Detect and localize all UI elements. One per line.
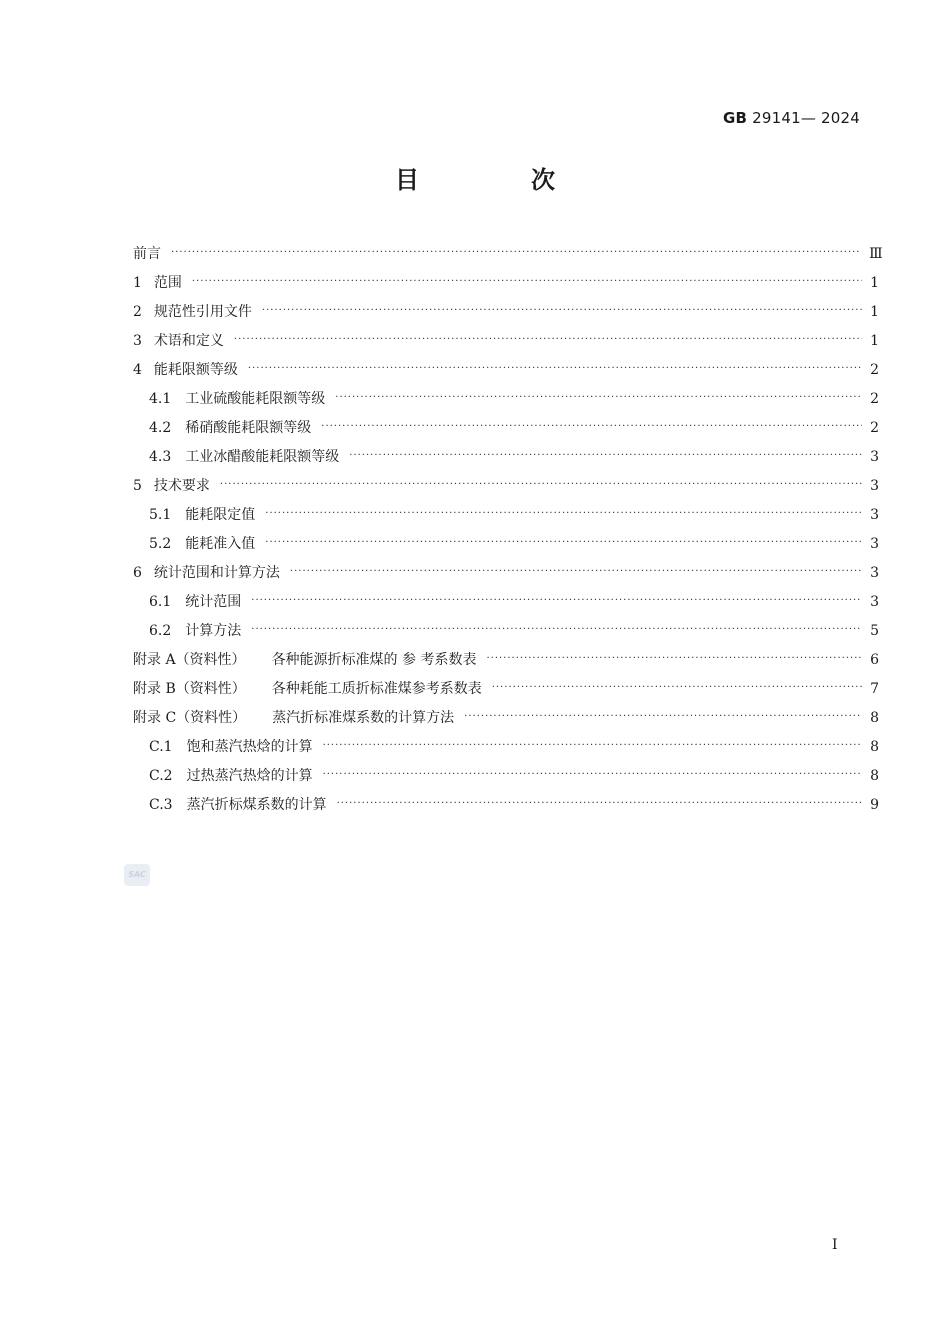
toc-entry-label: 能耗限额等级 [153, 362, 238, 378]
toc-entry-appendix-prefix: 附录 C（资料性） [133, 710, 247, 726]
toc-entry-number: C.1 [149, 739, 173, 755]
toc-entry-label: 工业硫酸能耗限额等级 [185, 391, 326, 407]
toc-entry[interactable] [133, 298, 879, 327]
page-title: 目 次 [395, 166, 599, 194]
toc-entry-number: 1 [133, 275, 142, 291]
toc-entry-page: 6 [870, 652, 879, 668]
toc-entry[interactable] [133, 501, 879, 530]
toc-dot-leader [323, 731, 862, 760]
toc-entry-label: 技术要求 [153, 478, 210, 494]
toc-entry[interactable] [133, 356, 879, 385]
toc-entry-label: 蒸汽折标煤系数的计算 [186, 797, 327, 813]
toc-entry-page: 2 [870, 391, 879, 407]
sac-logo-text: SAC [128, 870, 146, 879]
toc-entry-number: 2 [133, 304, 142, 320]
toc-entry-page: 3 [870, 449, 879, 465]
toc-dot-leader [290, 557, 862, 586]
toc-entry-page: 8 [870, 710, 879, 726]
toc-entry-number: 5 [133, 478, 142, 494]
toc-entry-page: 1 [870, 304, 879, 320]
toc-entry-label: 饱和蒸汽热焓的计算 [186, 739, 313, 755]
toc-entry-label: 统计范围和计算方法 [153, 565, 280, 581]
toc-entry-label: 统计范围 [185, 594, 242, 610]
standard-number: 29141— 2024 [752, 109, 860, 127]
toc-entry-number: 6.2 [149, 623, 172, 639]
toc-entry[interactable] [133, 443, 879, 472]
toc-entry-page: Ⅲ [869, 246, 883, 262]
toc-entry-page: 1 [870, 275, 879, 291]
toc-entry-page: 3 [870, 507, 879, 523]
toc-dot-leader [335, 383, 862, 412]
toc-entry[interactable] [133, 675, 879, 704]
toc-dot-leader [251, 586, 862, 615]
toc-entry-label: 能耗准入值 [185, 536, 256, 552]
toc-entry[interactable] [133, 704, 879, 733]
toc-entry-label: 能耗限定值 [185, 507, 256, 523]
toc-entry-number: 4.1 [149, 391, 172, 407]
toc-entry-page: 2 [870, 362, 879, 378]
toc-entry-number: 4 [133, 362, 142, 378]
toc-entry[interactable] [133, 385, 879, 414]
toc-entry-label: 前言 [133, 246, 161, 262]
toc-dot-leader [464, 702, 862, 731]
toc-entry[interactable] [133, 327, 879, 356]
toc-entry[interactable] [133, 559, 879, 588]
toc-entry-label: 工业冰醋酸能耗限额等级 [185, 449, 340, 465]
toc-entry-number: 6.1 [149, 594, 172, 610]
toc-entry-label: 范围 [153, 275, 182, 291]
toc-entry-number: 4.3 [149, 449, 172, 465]
standard-prefix: GB [723, 109, 748, 127]
toc-entry-page: 9 [870, 797, 879, 813]
toc-entry-page: 1 [870, 333, 879, 349]
toc-entry-label: 各种能源折标准煤的 参 考系数表 [271, 652, 477, 668]
toc-dot-leader [171, 238, 861, 267]
toc-entry-number: C.2 [149, 768, 173, 784]
toc-entry[interactable] [133, 269, 879, 298]
toc-entry-page: 8 [870, 768, 879, 784]
toc-entry-page: 5 [870, 623, 879, 639]
sac-logo [124, 864, 150, 886]
toc-dot-leader [265, 499, 862, 528]
toc-entry-label: 各种耗能工质折标准煤参考系数表 [271, 681, 482, 697]
toc-dot-leader [321, 412, 862, 441]
toc-entry-number: 5.1 [149, 507, 172, 523]
toc-dot-leader [265, 528, 862, 557]
toc-entry-number: 3 [133, 333, 142, 349]
toc-entry-appendix-prefix: 附录 B（资料性） [133, 681, 246, 697]
toc-dot-leader [251, 615, 862, 644]
toc-entry-label: 术语和定义 [153, 333, 224, 349]
toc-entry[interactable] [133, 588, 879, 617]
toc-dot-leader [248, 354, 862, 383]
toc-dot-leader [234, 325, 862, 354]
toc-entry-page: 3 [870, 536, 879, 552]
toc-entry-number: C.3 [149, 797, 173, 813]
toc-dot-leader [220, 470, 862, 499]
toc-entry[interactable] [133, 617, 879, 646]
toc-entry[interactable] [133, 646, 879, 675]
toc-dot-leader [192, 267, 862, 296]
page-number: I [832, 1237, 838, 1253]
toc-entry-label: 过热蒸汽热焓的计算 [186, 768, 313, 784]
toc-entry-label: 稀硝酸能耗限额等级 [185, 420, 312, 436]
toc-entry-page: 3 [870, 594, 879, 610]
toc-dot-leader [486, 644, 862, 673]
toc-entry-label: 规范性引用文件 [153, 304, 252, 320]
table-of-contents [133, 240, 883, 820]
toc-entry-number: 5.2 [149, 536, 172, 552]
toc-entry-label: 蒸汽折标准煤系数的计算方法 [272, 710, 455, 726]
toc-entry[interactable] [133, 472, 879, 501]
toc-dot-leader [337, 789, 862, 818]
toc-entry-page: 3 [870, 565, 879, 581]
toc-entry[interactable] [133, 762, 879, 791]
toc-dot-leader [492, 673, 862, 702]
toc-entry[interactable] [133, 240, 883, 269]
toc-entry-page: 7 [870, 681, 879, 697]
toc-entry-label: 计算方法 [185, 623, 242, 639]
standard-code-header [723, 109, 860, 127]
toc-dot-leader [323, 760, 862, 789]
toc-entry-number: 6 [133, 565, 142, 581]
toc-entry[interactable] [133, 791, 879, 820]
toc-entry-page: 3 [870, 478, 879, 494]
toc-entry-appendix-prefix: 附录 A（资料性） [133, 652, 246, 668]
toc-entry[interactable] [133, 733, 879, 762]
toc-entry-page: 8 [870, 739, 879, 755]
toc-entry-page: 2 [870, 420, 879, 436]
toc-entry[interactable] [133, 530, 879, 559]
toc-dot-leader [262, 296, 862, 325]
toc-entry-number: 4.2 [149, 420, 172, 436]
toc-entry[interactable] [133, 414, 879, 443]
toc-dot-leader [349, 441, 862, 470]
